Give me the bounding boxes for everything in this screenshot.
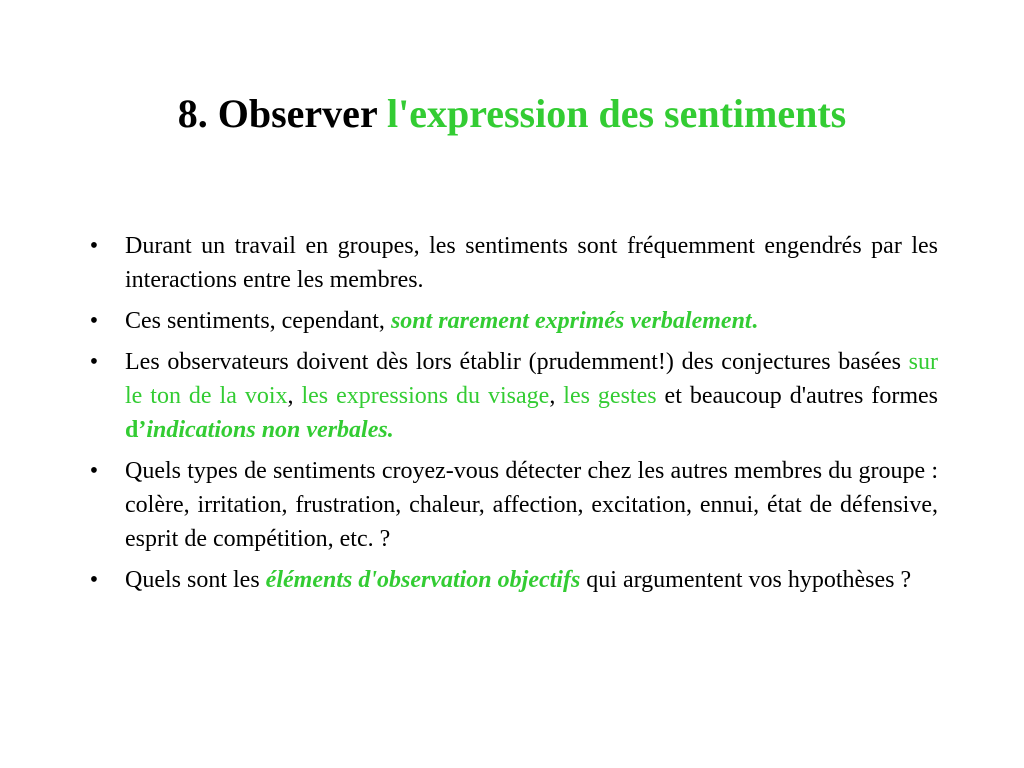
bullet-3-face: les expressions du visage	[301, 383, 550, 409]
title-prefix: 8. Observer	[177, 91, 377, 136]
title-highlight: l'expression des sentiments	[386, 91, 847, 136]
bullet-3-sep2: ,	[549, 383, 564, 409]
bullet-item-4	[84, 454, 938, 556]
bullet-3-after: .	[387, 417, 394, 443]
bullet-3-middle: et beaucoup d'autres formes	[656, 383, 938, 409]
bullet-5-before: Quels sont les	[125, 567, 266, 593]
bullet-3-before: Les observateurs doivent dès lors établir (prudemment!) des conjectures basées	[125, 349, 909, 375]
bullet-item-5	[84, 563, 938, 597]
bullet-marker: •	[89, 567, 99, 593]
bullet-2-emphasis: sont rarement exprimés verbalement	[390, 308, 752, 334]
bullet-4-text: Quels types de sentiments croyez-vous détecter chez les autres membres du groupe : colère, irritation, frustration, chaleur, affection, excitation, ennui, état de défensive, esprit de compétition, etc. ?	[125, 458, 938, 552]
bullet-2-before: Ces sentiments, cependant,	[125, 308, 391, 334]
slide-title	[0, 86, 1024, 142]
bullet-list	[84, 229, 938, 604]
bullet-marker: •	[89, 308, 99, 334]
bullet-3-emphasis: indications non verbales	[146, 417, 388, 443]
bullet-5-after: qui argumentent vos hypothèses ?	[580, 567, 912, 593]
bullet-5-emphasis: éléments d'observation objectifs	[265, 567, 581, 593]
bullet-marker: •	[89, 233, 99, 259]
bullet-item-1	[84, 229, 938, 297]
bullet-marker: •	[89, 458, 99, 484]
bullet-3-emphasis-prefix: d’	[125, 417, 147, 443]
bullet-marker: •	[89, 349, 99, 375]
bullet-3-voice: sur le ton de la voix	[125, 349, 938, 409]
bullet-item-3	[84, 345, 938, 447]
bullet-item-2	[84, 304, 938, 338]
bullet-1-text: Durant un travail en groupes, les sentiments sont fréquemment engendrés par les interactions entre les membres.	[125, 233, 938, 293]
bullet-2-after: .	[751, 308, 758, 334]
bullet-3-gestures: les gestes	[563, 383, 657, 409]
bullet-3-sep1: ,	[287, 383, 302, 409]
